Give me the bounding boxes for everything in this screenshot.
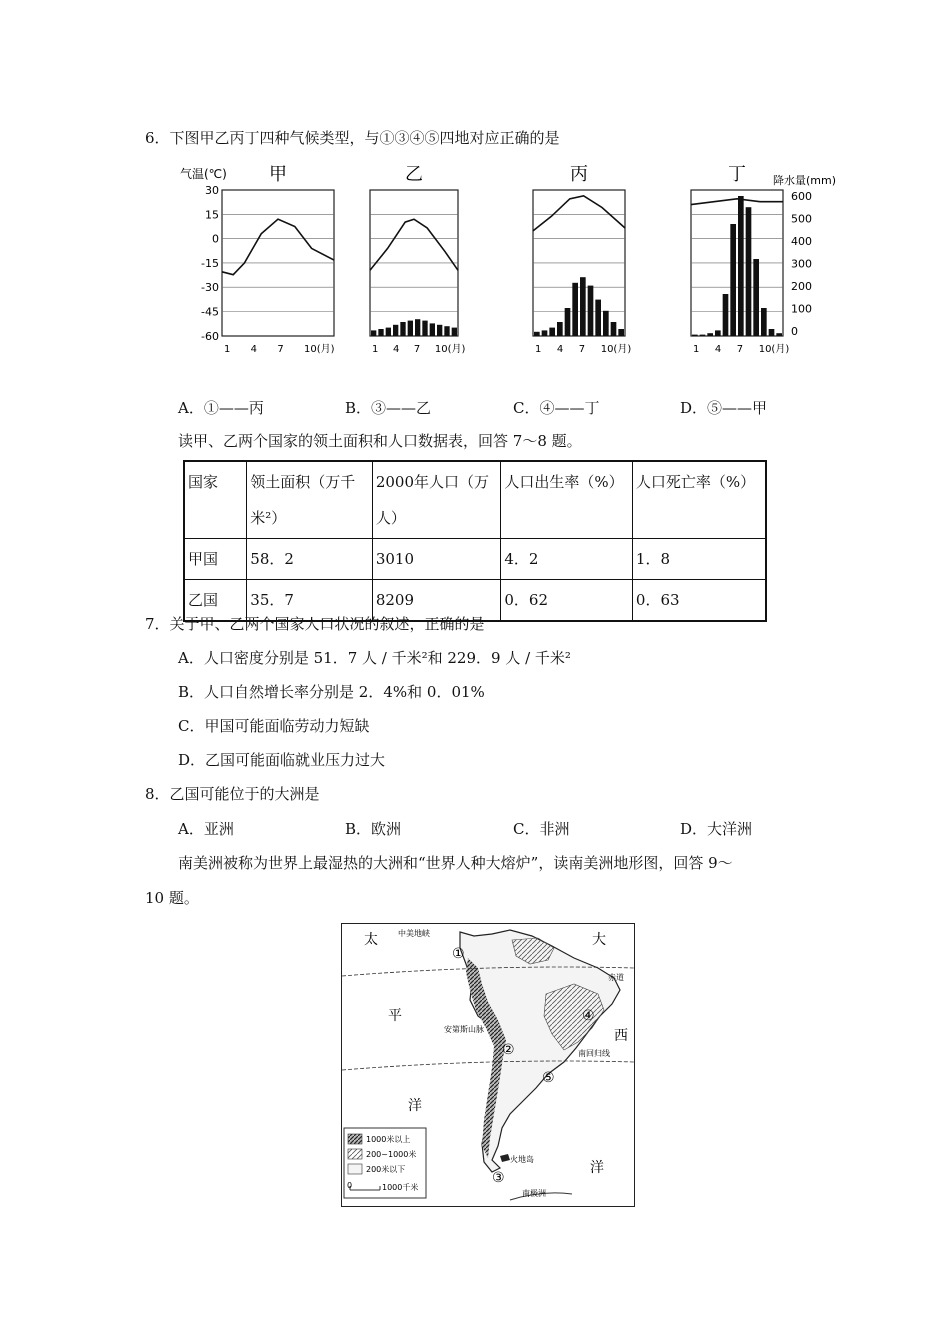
precip-bar — [746, 207, 752, 336]
climate-panel — [691, 164, 789, 355]
q6-option-c[interactable]: C．④——丁 — [513, 399, 600, 417]
precip-bar — [603, 311, 609, 336]
precip-tick: 400 — [791, 235, 812, 248]
legend-high: 1000米以上 — [366, 1135, 411, 1144]
precip-bar — [378, 329, 383, 336]
ocean-left-3: 洋 — [408, 1098, 422, 1114]
month-tick: 4 — [250, 344, 258, 355]
temp-curve — [222, 219, 334, 275]
climate-panel — [222, 164, 335, 355]
panel-label: 乙 — [405, 164, 423, 185]
ocean-right-1: 大 — [592, 932, 606, 948]
precip-tick: 100 — [791, 302, 812, 316]
population-table — [183, 460, 767, 622]
ocean-right-2: 西 — [614, 1028, 628, 1044]
label-equator: 赤道 — [608, 973, 624, 982]
precip-bar — [400, 322, 405, 336]
intro-9-10-line2: 10 题。 — [145, 889, 199, 907]
panel-label: 丙 — [570, 164, 588, 185]
scale-zero: 0 — [347, 1181, 353, 1190]
temp-curve — [691, 199, 783, 205]
precip-bar — [707, 333, 713, 336]
month-tick: 10(月) — [758, 344, 790, 355]
month-tick: 1 — [693, 344, 700, 355]
table-header-cell: 国家 — [184, 461, 247, 539]
label-tropic: 南回归线 — [578, 1049, 610, 1058]
month-tick: 10(月) — [434, 344, 466, 355]
month-tick: 7 — [277, 344, 284, 355]
q7-option-c[interactable]: C．甲国可能面临劳动力短缺 — [178, 717, 370, 735]
precip-ticks — [791, 190, 812, 338]
precip-bar — [723, 294, 729, 336]
table-cell: 8209 — [372, 580, 501, 622]
month-tick: 7 — [578, 344, 586, 355]
precip-bar — [565, 308, 571, 336]
month-tick: 7 — [736, 344, 744, 355]
precip-bar — [430, 323, 435, 336]
month-tick: 10(月) — [304, 344, 335, 355]
precip-bar — [595, 300, 601, 336]
precip-bar — [588, 286, 594, 336]
precip-bar — [393, 325, 398, 336]
legend-low: 200米以下 — [366, 1165, 406, 1174]
precip-tick: 600 — [791, 190, 812, 203]
precip-axis-label: 降水量(mm) — [773, 174, 837, 187]
label-central-america: 中美地峡 — [398, 929, 430, 938]
q7-stem: 7．关于甲、乙两个国家人口状况的叙述，正确的是 — [145, 615, 485, 633]
month-tick: 10(月) — [600, 344, 632, 355]
panel-label: 丁 — [728, 164, 746, 185]
precip-bar — [386, 328, 391, 336]
q6-option-a[interactable]: A．①——丙 — [178, 399, 264, 417]
q8-option-d[interactable]: D．大洋洲 — [680, 820, 753, 838]
precip-bar — [611, 322, 617, 336]
table-cell: 乙国 — [184, 580, 247, 622]
marker-2: ② — [502, 1042, 515, 1058]
precip-bar — [776, 333, 782, 336]
marker-3: ③ — [492, 1170, 505, 1186]
climate-charts — [175, 160, 855, 360]
month-tick: 1 — [224, 344, 231, 355]
month-tick: 7 — [413, 344, 421, 355]
precip-bar — [452, 328, 457, 336]
precip-bar — [422, 321, 427, 336]
table-header-cell: 人口出生率（%） — [501, 461, 633, 539]
precip-bar — [549, 328, 555, 336]
precip-bar — [761, 308, 767, 336]
label-andes: 安第斯山脉 — [444, 1025, 484, 1034]
precip-bar — [371, 330, 376, 336]
q6-option-b[interactable]: B．③——乙 — [345, 399, 432, 417]
south-america-map — [341, 923, 635, 1207]
temp-tick: -60 — [201, 329, 219, 343]
marker-1: ① — [452, 946, 465, 962]
precip-bar — [572, 283, 578, 336]
precip-tick: 500 — [791, 212, 812, 226]
precip-tick: 200 — [791, 280, 812, 293]
table-header-row — [184, 461, 766, 539]
temp-axis-label: 气温(℃) — [180, 167, 227, 181]
marker-5: ⑤ — [542, 1070, 555, 1086]
precip-bar — [769, 329, 775, 336]
table-header-cell: 人口死亡率（%） — [632, 461, 766, 539]
precip-bar — [715, 330, 721, 336]
temp-tick: 0 — [212, 232, 219, 246]
q8-stem: 8．乙国可能位于的大洲是 — [145, 785, 320, 803]
table-header-cell: 2000年人口（万人） — [372, 461, 501, 539]
q7-option-a[interactable]: A．人口密度分别是 51．7 人 / 千米²和 229．9 人 / 千米² — [178, 649, 571, 667]
q8-option-a[interactable]: A．亚洲 — [178, 820, 234, 838]
precip-bar — [534, 332, 540, 336]
temp-ticks — [201, 184, 219, 343]
temp-tick: 15 — [205, 208, 219, 222]
table-cell: 58．2 — [247, 539, 373, 580]
precip-bar — [437, 325, 442, 336]
temp-tick: -15 — [201, 256, 219, 270]
precip-bar — [753, 259, 759, 336]
precip-bar — [557, 322, 563, 336]
precip-bar — [542, 330, 548, 336]
q6-stem: 6．下图甲乙丙丁四种气候类型，与①③④⑤四地对应正确的是 — [145, 129, 560, 147]
table-cell: 0．62 — [501, 580, 633, 622]
precip-bar — [580, 277, 586, 336]
table-cell: 3010 — [372, 539, 501, 580]
table-row — [184, 539, 766, 580]
precip-tick: 300 — [791, 257, 812, 271]
table-cell: 4．2 — [501, 539, 633, 580]
climate-panel — [533, 164, 631, 355]
ocean-left-1: 太 — [364, 932, 378, 948]
q8-option-b[interactable]: B．欧洲 — [345, 820, 402, 838]
table-cell: 35．7 — [247, 580, 373, 622]
month-tick: 4 — [556, 344, 564, 355]
label-antarctica: 南极洲 — [522, 1189, 546, 1198]
temp-tick: 30 — [205, 184, 219, 197]
month-tick: 1 — [535, 344, 542, 355]
temp-tick: -30 — [201, 281, 219, 295]
table-cell: 0．63 — [632, 580, 766, 622]
panel-label: 甲 — [269, 164, 287, 185]
month-tick: 4 — [714, 344, 722, 355]
climate-panel — [370, 164, 465, 355]
ocean-left-2: 平 — [388, 1008, 402, 1024]
q7-option-d[interactable]: D．乙国可能面临就业压力过大 — [178, 751, 386, 769]
marker-4: ④ — [582, 1008, 595, 1024]
q6-option-d[interactable]: D．⑤——甲 — [680, 399, 768, 417]
intro-9-10-line1: 南美洲被称为世界上最湿热的大洲和“世界人种大熔炉”，读南美洲地形图，回答 9～ — [178, 854, 733, 872]
table-cell: 甲国 — [184, 539, 247, 580]
precip-bar — [730, 224, 736, 336]
scale-label: 1000千米 — [382, 1183, 419, 1192]
table-cell: 1．8 — [632, 539, 766, 580]
q7-option-b[interactable]: B．人口自然增长率分别是 2．4%和 0．01% — [178, 683, 485, 701]
temp-curve — [533, 196, 625, 231]
temp-tick: -45 — [201, 305, 219, 319]
month-tick: 1 — [372, 344, 379, 355]
precip-bar — [738, 196, 744, 336]
intro-7-8: 读甲、乙两个国家的领土面积和人口数据表，回答 7～8 题。 — [178, 432, 582, 450]
precip-bar — [444, 326, 449, 336]
legend-mid: 200~1000米 — [366, 1150, 417, 1159]
table-header-cell: 领土面积（万千米²） — [247, 461, 373, 539]
precip-bar — [618, 329, 624, 336]
precip-bar — [408, 321, 413, 336]
label-island: 火地岛 — [510, 1155, 534, 1164]
ocean-right-3: 洋 — [590, 1160, 604, 1176]
month-tick: 4 — [392, 344, 400, 355]
precip-bar — [700, 335, 706, 336]
precip-tick: 0 — [791, 325, 798, 338]
q8-option-c[interactable]: C．非洲 — [513, 820, 570, 838]
precip-bar — [415, 319, 420, 336]
precip-bar — [692, 335, 698, 336]
